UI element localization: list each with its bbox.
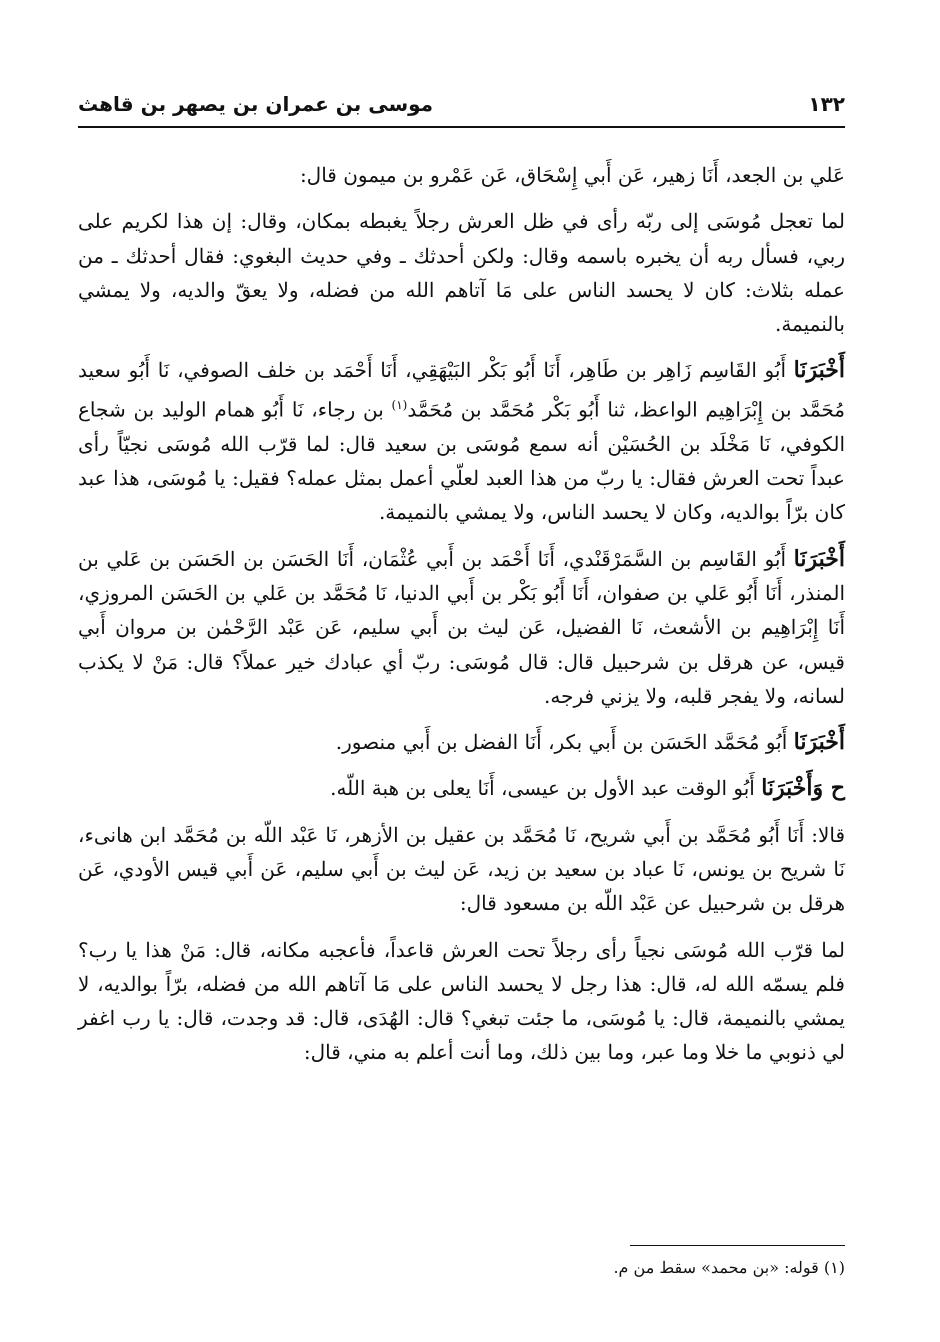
paragraph-6: ح وَأَخْبَرَنَا أَبُو الوقت عبد الأول بن عيسى، أَنَا يعلى بن هبة اللّه. xyxy=(330,775,845,802)
paragraph-1: عَلي بن الجعد، أَنَا زهير، عَن أَبي إِسْحَاق، عَن عَمْرو بن ميمون قال: xyxy=(299,163,845,187)
paragraph-8: لما قرّب الله مُوسَى نجياً رأى رجلاً تحت العرش قاعداً، فأعجبه مكانه، قال: مَنْ هذا يا رب؟ فلم يسمّه الله له، قال: هذا رجل لا يحسد الناس على مَا آتاهم الله من فضله، برّاً بوالديه، لا يمشي بالنميمة، قال: يا مُوسَى، ما جئت تبغي؟ قال: الهُدَى، قال: قد وجدت، قال: يا رب اغفر لي ذنوبي ما خلا وما عبر، وما بين ذلك، وما أنت أعلم به مني، قال: xyxy=(78,937,845,1065)
main-text xyxy=(78,158,845,1070)
isnad-keyword: أَخْبَرَنَا xyxy=(793,545,845,572)
running-title: موسى بن عمران بن يصهر بن قاهث xyxy=(78,92,434,116)
isnad-keyword: ح وَأَخْبَرَنَا xyxy=(761,775,845,802)
paragraph-3: أَخْبَرَنَا أَبُو القَاسِم زَاهِر بن طَاهِر، أَنَا أَبُو بَكْر البَيْهَقِي، أَنَا أَحْمَد بن خلف الصوفي، نَا أَبُو سعيد مُحَمَّد بن إِبْرَاهِيم الواعظ، ثنا أَبُو بَكْر مُحَمَّد بن مُحَمَّد$^{(١)}$ بن رجاء، نَا أَبُو همام الوليد بن شجاع الكوفي، نَا مَخْلَد بن الحُسَيْن أنه سمع مُوسَى بن سعيد قال: لما قرّب الله مُوسَى نجيّاً رأى عبداً تحت العرش فقال: يا ربّ من هذا العبد لعلّي أعمل بمثل عمله؟ فقيل: يا مُوسَى، هذا عبد كان برّاً بوالديه، وكان لا يحسد الناس، ولا يمشي بالنميمة. xyxy=(78,357,846,525)
isnad-keyword: أَخْبَرَنَا xyxy=(793,357,845,384)
isnad-keyword: أَخْبَرَنَا xyxy=(793,729,845,756)
page-number: ١٣٢ xyxy=(808,92,845,116)
page-header xyxy=(78,84,845,124)
paragraph-2: لما تعجل مُوسَى إلى ربّه رأى في ظل العرش رجلاً يغبطه بمكان، وقال: إن هذا لكريم على ربي، فسأل ربه أن يخبره باسمه وقال: ولكن أحدثك ـ وفي حديث البغوي: فقال أحدثك ـ من عمله بثلاث: كان لا يحسد الناس على مَا آتاهم الله من فضله، ولا يعقّ والديه، ولا يمشي بالنميمة. xyxy=(78,209,845,337)
header-rule xyxy=(78,126,845,128)
footnote-rule xyxy=(630,1245,845,1246)
footnote: (١) قوله: «بن محمد» سقط من م. xyxy=(613,1258,845,1277)
paragraph-4: أَخْبَرَنَا أَبُو القَاسِم بن السَّمَرْقَنْدي، أَنَا أَحْمَد بن أَبي عُثْمَان، أَنَا الحَسَن بن الحَسَن بن عَلي بن المنذر، أَنَا أَبُو عَلي بن صفوان، أَنَا أَبُو بَكْر بن أَبي الدنيا، نَا مُحَمَّد بن عَلي بن الحَسَن المروزي، أَنَا إِبْرَاهِيم بن الأشعث، نَا الفضيل، عَن ليث بن أَبي سليم، عَن عَبْد الرَّحْمٰن بن مروان أَبي قيس، عن هرقل بن شرحبيل قال: قال مُوسَى: ربّ أي عبادك خير عملاً؟ قال: مَنْ لا يكذب لسانه، ولا يفجر قلبه، ولا يزني فرجه. xyxy=(78,545,845,708)
footnote-marker: (١) xyxy=(391,397,408,412)
paragraph-5: أَخْبَرَنَا أَبُو مُحَمَّد الحَسَن بن أَبي بكر، أَنَا الفضل بن أَبي منصور. xyxy=(335,729,845,756)
paragraph-7: قالا: أَنَا أَبُو مُحَمَّد بن أَبي شريح، نَا مُحَمَّد بن عقيل بن الأزهر، نَا عَبْد اللّه بن مُحَمَّد ابن هانىء، نَا شريح بن يونس، نَا عباد بن سعيد بن زيد، عَن ليث بن أَبي سليم، عَن أَبي قيس الأودي، عَن هرقل بن شرحبيل عن عَبْد اللّه بن مسعود قال: xyxy=(78,822,846,916)
